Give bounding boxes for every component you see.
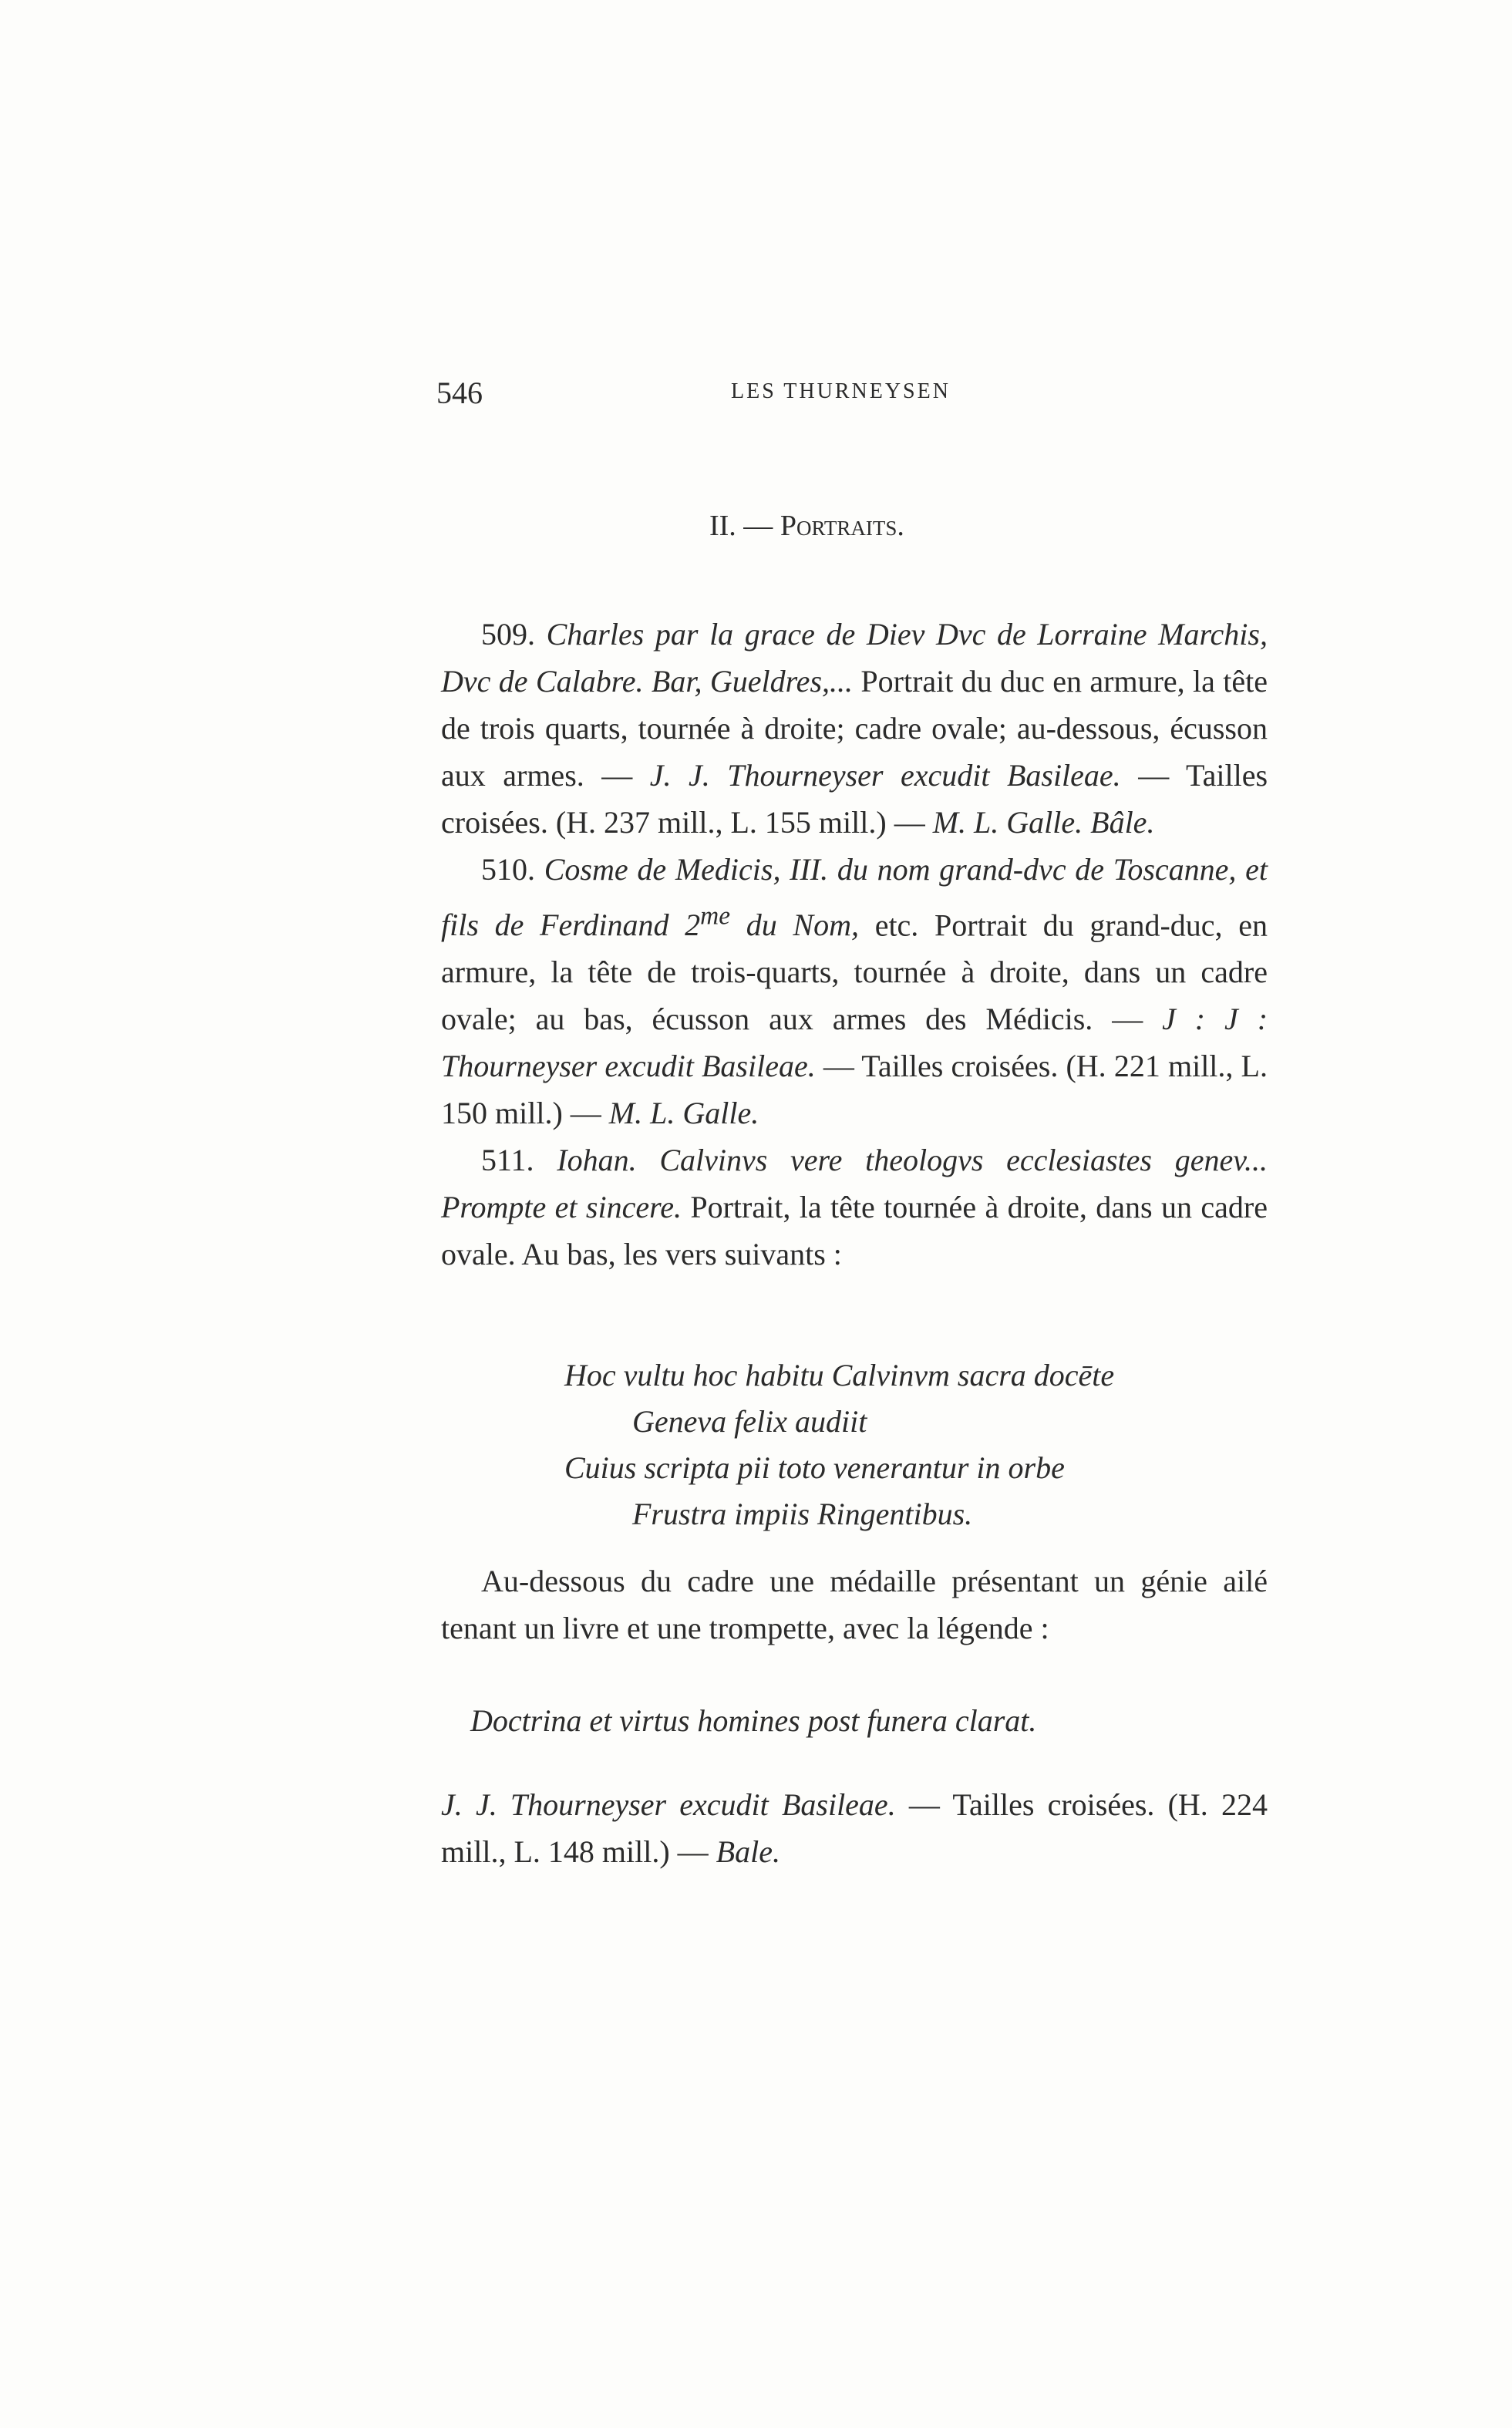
final-credit xyxy=(441,1781,1268,1875)
entry-title-part-b: du Nom, xyxy=(746,908,859,943)
entry-title-etc: etc. xyxy=(874,908,919,943)
entry-description: Portrait du duc en armure, la tête de trois quarts, tournée à droite; cadre ovale; au-dessous, écusson aux armes. — xyxy=(441,664,1268,793)
medal-description xyxy=(441,1557,1268,1652)
entry-description: Portrait du grand-duc, en armure, la tête de trois-quarts, tournée à droite, dans un cadre ovale; au bas, écusson aux armes des Médicis. — xyxy=(441,908,1268,1037)
entry-title: Charles par la grace de Diev Dvc de Lorraine Marchis, Dvc de Calabre. Bar, Gueldres,... xyxy=(441,617,1268,699)
entry-technique: — Tailles croisées. (H. 237 mill., L. 155 mill.) — xyxy=(441,758,1268,840)
entry-number: 509. xyxy=(481,617,535,652)
catalogue-entries xyxy=(441,611,1268,1278)
entry-signature: J : J : Thourneyser excudit Basileae. xyxy=(441,1002,1268,1084)
entry-509 xyxy=(441,611,1268,846)
entry-collection: M. L. Galle. Bâle. xyxy=(932,805,1155,840)
entry-title-superscript: me xyxy=(700,902,731,931)
entry-510 xyxy=(441,846,1268,1137)
entry-title-part-a: Cosme de Medicis, III. du nom grand-dvc de Toscanne, et fils de Ferdinand 2 xyxy=(441,852,1268,943)
entry-511 xyxy=(441,1137,1268,1278)
section-title xyxy=(709,509,904,543)
verse-line: Cuius scripta pii toto venerantur in orbe xyxy=(564,1450,1065,1485)
entry-number: 511. xyxy=(481,1143,534,1178)
entry-collection: M. L. Galle. xyxy=(608,1096,759,1131)
section-title-word: Portraits. xyxy=(780,510,904,542)
running-title: LES THURNEYSEN xyxy=(731,379,951,403)
final-signature: J. J. Thourneyser excudit Basileae. xyxy=(441,1787,896,1822)
entry-number: 510. xyxy=(481,852,535,887)
entry-description: Portrait, la tête tournée à droite, dans un cadre ovale. Au bas, les vers suivants : xyxy=(441,1190,1268,1272)
verse-line: Hoc vultu hoc habitu Calvinvm sacra docēte xyxy=(564,1358,1115,1392)
verse-line: Frustra impiis Ringentibus. xyxy=(632,1497,973,1531)
entry-technique: — Tailles croisées. (H. 221 mill., L. 150 mill.) — xyxy=(441,1049,1268,1131)
medal-paragraph: Au-dessous du cadre une médaille présentant un génie ailé tenant un livre et une trompette, avec la légende : xyxy=(441,1564,1268,1645)
entry-signature: J. J. Thourneyser excudit Basileae. xyxy=(649,758,1121,793)
final-technique: — Tailles croisées. (H. 224 mill., L. 148 mill.) — xyxy=(441,1787,1268,1869)
medal-legend: Doctrina et virtus homines post funera clarat. xyxy=(470,1703,1037,1738)
entry-title: Iohan. Calvinvs vere theologvs ecclesiastes genev... Prompte et sincere. xyxy=(441,1143,1268,1225)
section-title-prefix: II. — xyxy=(709,510,780,542)
verse-line: Geneva felix audiit xyxy=(632,1404,867,1439)
verse-inscription xyxy=(564,1352,1114,1537)
page-number: 546 xyxy=(436,375,483,410)
final-place: Bale. xyxy=(716,1834,780,1869)
